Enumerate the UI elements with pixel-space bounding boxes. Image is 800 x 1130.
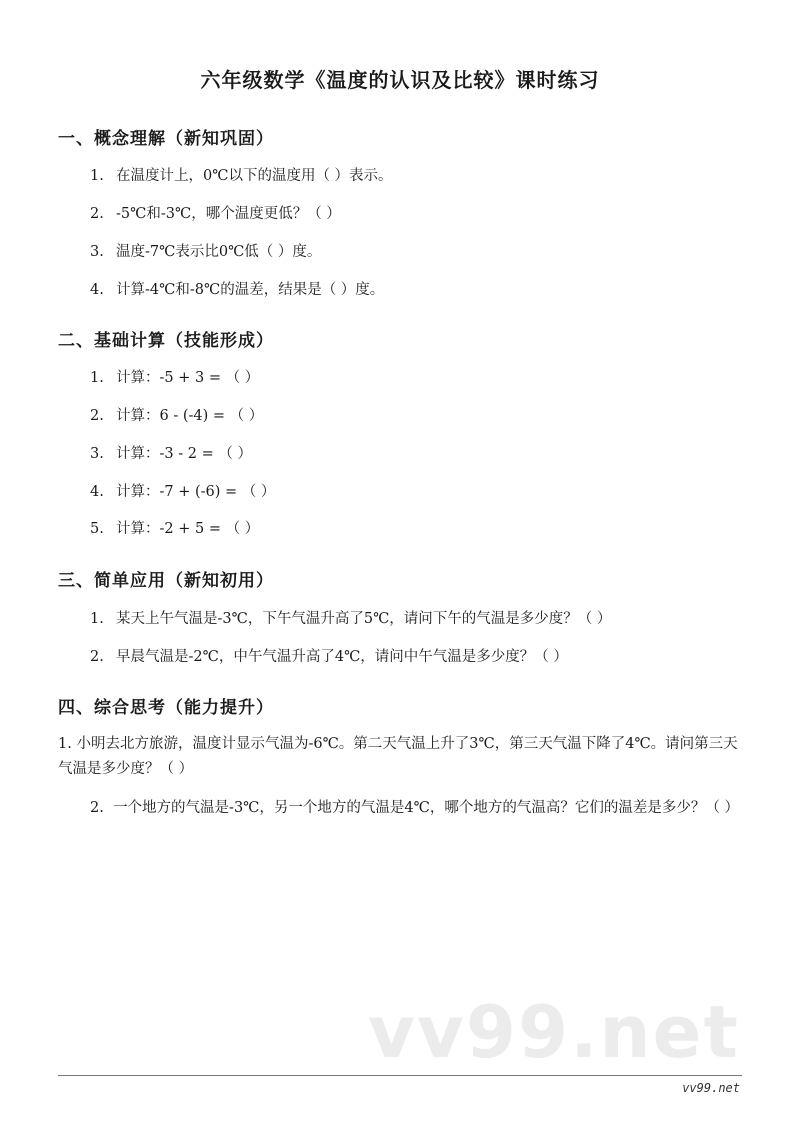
watermark: vv99.net — [368, 990, 740, 1074]
question-2-2: 2. 计算：6 - (-4) = （ ） — [90, 408, 264, 424]
footer-site: vv99.net — [682, 1081, 740, 1095]
question-2-4: 4. 计算：-7 + (-6) = （ ） — [90, 484, 276, 500]
question-1-4: 4. 计算-4℃和-8℃的温差，结果是（ ）度。 — [90, 282, 385, 298]
question-2-3: 3. 计算：-3 - 2 = （ ） — [90, 446, 252, 462]
question-3-1: 1. 某天上午气温是-3℃，下午气温升高了5℃，请问下午的气温是多少度？（ ） — [90, 611, 612, 627]
question-4-1: 1. 小明去北方旅游，温度计显示气温为-6℃。第二天气温上升了3℃，第三天气温下降了4℃。请问第三天气温是多少度？（ ） — [58, 736, 738, 777]
question-1-3: 3. 温度-7℃表示比0℃低（ ）度。 — [90, 244, 322, 260]
section-heading-4: 四、综合思考（能力提升） — [58, 698, 274, 718]
question-2-5: 5. 计算：-2 + 5 = （ ） — [90, 521, 260, 537]
question-4-2: 2. 一个地方的气温是-3℃，另一个地方的气温是4℃，哪个地方的气温高？它们的温差是多少？（ ） — [90, 800, 739, 816]
question-1-2: 2. -5℃和-3℃，哪个温度更低？（ ） — [90, 206, 341, 222]
question-2-1: 1. 计算：-5 + 3 = （ ） — [90, 370, 260, 386]
section-heading-2: 二、基础计算（技能形成） — [58, 331, 274, 351]
footer-divider — [58, 1075, 742, 1076]
section-heading-3: 三、简单应用（新知初用） — [58, 571, 274, 591]
question-3-2: 2. 早晨气温是-2℃，中午气温升高了4℃，请问中午气温是多少度？（ ） — [90, 649, 568, 665]
page-title: 六年级数学《温度的认识及比较》课时练习 — [200, 68, 600, 92]
question-1-1: 1. 在温度计上，0℃以下的温度用（ ）表示。 — [90, 168, 393, 184]
section-heading-1: 一、概念理解（新知巩固） — [58, 129, 274, 149]
